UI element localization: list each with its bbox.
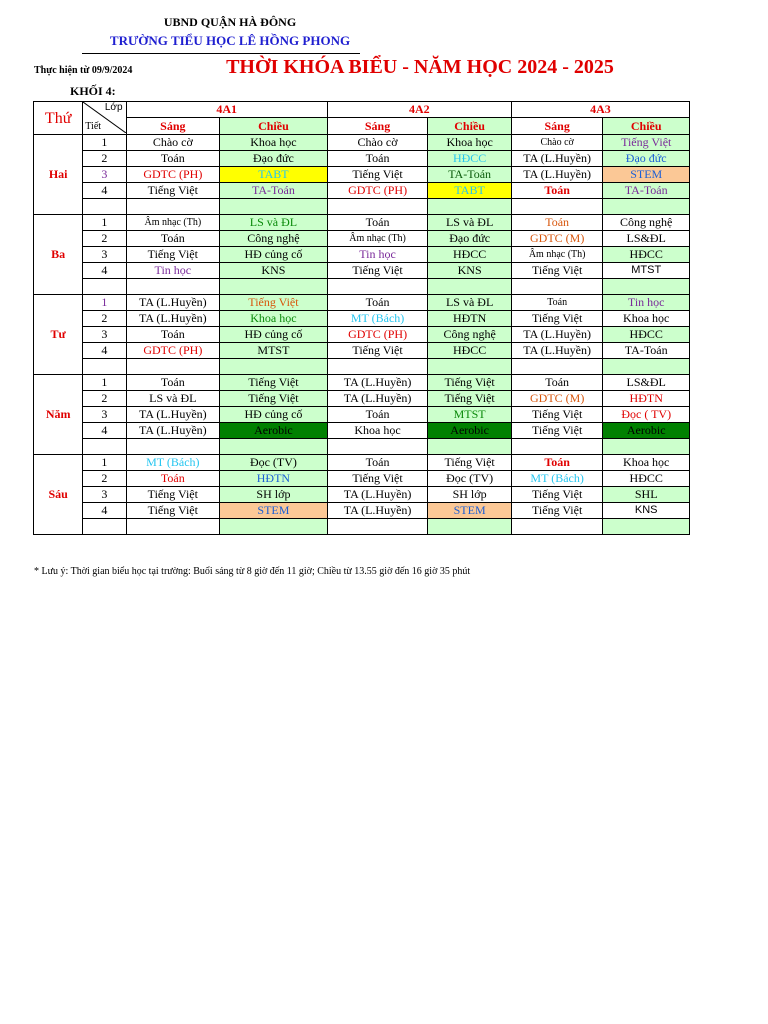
period-number: 1 (83, 375, 126, 391)
blank-cell (603, 199, 690, 215)
table-row (34, 407, 690, 423)
subject-cell: GDTC (PH) (126, 343, 220, 359)
blank-cell (220, 359, 328, 375)
subject-cell: HĐCC (603, 247, 690, 263)
blank-cell (126, 519, 220, 535)
subject-cell: HĐTN (428, 311, 512, 327)
blank-cell (126, 359, 220, 375)
subject-cell: HĐCC (603, 471, 690, 487)
subject-cell: TA-Toán (428, 167, 512, 183)
subject-cell: LS và ĐL (428, 295, 512, 311)
session-header-afternoon: Chiều (220, 118, 328, 135)
period-number: 1 (83, 295, 126, 311)
subject-cell: KNS (428, 263, 512, 279)
blank-cell (83, 359, 126, 375)
subject-cell: Tiếng Việt (428, 391, 512, 407)
blank-cell (603, 439, 690, 455)
subject-cell: Toán (511, 183, 603, 199)
blank-cell (511, 439, 603, 455)
table-row (34, 263, 690, 279)
header-divider (82, 53, 360, 54)
subject-cell: TA (L.Huyền) (511, 327, 603, 343)
subject-cell: Tiếng Việt (126, 247, 220, 263)
blank-cell (327, 439, 428, 455)
blank-cell (511, 279, 603, 295)
blank-cell (428, 439, 512, 455)
table-row (34, 391, 690, 407)
subject-cell: TA (L.Huyền) (327, 375, 428, 391)
day-name: Tư (34, 295, 83, 375)
subject-cell: MT (Bách) (327, 311, 428, 327)
subject-cell: Tiếng Việt (327, 343, 428, 359)
subject-cell: Toán (327, 215, 428, 231)
subject-cell: MT (Bách) (126, 455, 220, 471)
subject-cell: HĐTN (603, 391, 690, 407)
table-row (34, 487, 690, 503)
subject-cell: Toán (126, 375, 220, 391)
subject-cell: Tiếng Việt (511, 503, 603, 519)
blank-cell (428, 519, 512, 535)
subject-cell: Tiếng Việt (220, 375, 328, 391)
table-row (34, 423, 690, 439)
separator-row (34, 199, 690, 215)
table-row (34, 455, 690, 471)
school-name: TRƯỜNG TIỂU HỌC LÊ HỒNG PHONG (109, 33, 351, 48)
subject-cell: Toán (126, 151, 220, 167)
blank-cell (220, 519, 328, 535)
subject-cell: Công nghệ (428, 327, 512, 343)
subject-cell: TA (L.Huyền) (126, 295, 220, 311)
subject-cell: Khoa học (220, 135, 328, 151)
table-row (34, 215, 690, 231)
subject-cell: MTST (428, 407, 512, 423)
blank-cell (327, 199, 428, 215)
subject-cell: GDTC (PH) (327, 327, 428, 343)
blank-cell (83, 519, 126, 535)
subject-cell: Tiếng Việt (126, 487, 220, 503)
subject-cell: Tin học (327, 247, 428, 263)
subject-cell: TA (L.Huyền) (511, 167, 603, 183)
separator-row (34, 279, 690, 295)
class-header-4a2: 4A2 (327, 102, 511, 118)
subject-cell: Toán (511, 455, 603, 471)
subject-cell: Khoa học (220, 311, 328, 327)
subject-cell: SH lớp (428, 487, 512, 503)
subject-cell: Đọc (TV) (220, 455, 328, 471)
subject-cell: Đọc ( TV) (603, 407, 690, 423)
session-header-morning: Sáng (126, 118, 220, 135)
subject-cell: MTST (603, 263, 690, 279)
blank-cell (327, 279, 428, 295)
subject-cell: TA (L.Huyền) (126, 423, 220, 439)
table-row (34, 503, 690, 519)
subject-cell: TABT (428, 183, 512, 199)
subject-cell: Tin học (603, 295, 690, 311)
subject-cell: TA-Toán (220, 183, 328, 199)
subject-cell: TA (L.Huyền) (327, 503, 428, 519)
subject-cell: Đạo đức (428, 231, 512, 247)
subject-cell: Tin học (126, 263, 220, 279)
period-number: 3 (83, 407, 126, 423)
day-name: Ba (34, 215, 83, 295)
subject-cell: Aerobic (603, 423, 690, 439)
subject-cell: Toán (327, 407, 428, 423)
subject-cell: HĐCC (603, 327, 690, 343)
corner-header (83, 102, 126, 135)
blank-cell (220, 279, 328, 295)
class-axis-label: Lớp (104, 102, 123, 113)
subject-cell: HĐCC (428, 247, 512, 263)
subject-cell: Âm nhạc (Th) (126, 215, 220, 231)
subject-cell: Khoa học (428, 135, 512, 151)
blank-cell (83, 439, 126, 455)
page-title: THỜI KHÓA BIỂU - NĂM HỌC 2024 - 2025 (226, 56, 614, 78)
period-number: 3 (83, 247, 126, 263)
subject-cell: Khoa học (603, 311, 690, 327)
subject-cell: HĐ củng cố (220, 407, 328, 423)
subject-cell: HĐCC (428, 151, 512, 167)
subject-cell: STEM (603, 167, 690, 183)
subject-cell: Đạo đức (220, 151, 328, 167)
blank-cell (428, 279, 512, 295)
subject-cell: SH lớp (220, 487, 328, 503)
subject-cell: TA (L.Huyền) (327, 487, 428, 503)
subject-cell: TA (L.Huyền) (327, 391, 428, 407)
subject-cell: Công nghệ (220, 231, 328, 247)
period-number: 3 (83, 327, 126, 343)
day-name: Hai (34, 135, 83, 215)
table-row (34, 471, 690, 487)
grade-label: KHỐI 4: (70, 84, 116, 98)
subject-cell: TA (L.Huyền) (126, 311, 220, 327)
subject-cell: LS&ĐL (603, 375, 690, 391)
subject-cell: TA (L.Huyền) (511, 151, 603, 167)
blank-cell (126, 439, 220, 455)
subject-cell: MTST (220, 343, 328, 359)
subject-cell: Chào cờ (126, 135, 220, 151)
blank-cell (327, 359, 428, 375)
subject-cell: Chào cờ (511, 135, 603, 151)
table-row (34, 375, 690, 391)
subject-cell: Tiếng Việt (327, 263, 428, 279)
subject-cell: Aerobic (220, 423, 328, 439)
subject-cell: TA (L.Huyền) (511, 343, 603, 359)
subject-cell: Tiếng Việt (327, 471, 428, 487)
subject-cell: Âm nhạc (Th) (511, 247, 603, 263)
separator-row (34, 519, 690, 535)
subject-cell: Toán (511, 375, 603, 391)
day-name: Sáu (34, 455, 83, 535)
subject-cell: Tiếng Việt (220, 391, 328, 407)
subject-cell: LS&ĐL (603, 231, 690, 247)
subject-cell: Toán (126, 471, 220, 487)
class-header-4a3: 4A3 (511, 102, 689, 118)
subject-cell: HĐCC (428, 343, 512, 359)
table-row (34, 343, 690, 359)
blank-cell (220, 439, 328, 455)
period-number: 2 (83, 311, 126, 327)
table-row (34, 327, 690, 343)
table-row (34, 183, 690, 199)
subject-cell: Tiếng Việt (327, 167, 428, 183)
subject-cell: GDTC (M) (511, 231, 603, 247)
table-row (34, 311, 690, 327)
subject-cell: Tiếng Việt (126, 503, 220, 519)
blank-cell (83, 279, 126, 295)
period-number: 4 (83, 503, 126, 519)
subject-cell: GDTC (M) (511, 391, 603, 407)
subject-cell: TA-Toán (603, 183, 690, 199)
subject-cell: KNS (603, 503, 690, 519)
blank-cell (126, 199, 220, 215)
session-header-morning: Sáng (511, 118, 603, 135)
table-row (34, 151, 690, 167)
footnote: * Lưu ý: Thời gian biểu học tại trường: Buổi sáng từ 8 giờ đến 11 giờ; Chiều từ 13.55 giờ đến 16 giờ 35 phút (34, 566, 471, 577)
subject-cell: Toán (511, 295, 603, 311)
subject-cell: TA-Toán (603, 343, 690, 359)
subject-cell: Toán (327, 295, 428, 311)
blank-cell (511, 199, 603, 215)
blank-cell (428, 199, 512, 215)
subject-cell: SHL (603, 487, 690, 503)
separator-row (34, 439, 690, 455)
blank-cell (511, 519, 603, 535)
effective-date: Thực hiện từ 09/9/2024 (34, 65, 133, 76)
blank-cell (603, 359, 690, 375)
subject-cell: Âm nhạc (Th) (327, 231, 428, 247)
table-row (34, 167, 690, 183)
period-number: 2 (83, 471, 126, 487)
subject-cell: Toán (327, 151, 428, 167)
day-name: Năm (34, 375, 83, 455)
subject-cell: Tiếng Việt (428, 375, 512, 391)
subject-cell: Toán (511, 215, 603, 231)
period-number: 3 (83, 487, 126, 503)
subject-cell: LS và ĐL (220, 215, 328, 231)
subject-cell: Tiếng Việt (511, 423, 603, 439)
subject-cell: Tiếng Việt (511, 311, 603, 327)
subject-cell: HĐ củng cố (220, 327, 328, 343)
subject-cell: GDTC (PH) (327, 183, 428, 199)
subject-cell: STEM (220, 503, 328, 519)
blank-cell (511, 359, 603, 375)
subject-cell: TABT (220, 167, 328, 183)
period-number: 1 (83, 215, 126, 231)
period-number: 1 (83, 455, 126, 471)
period-number: 2 (83, 151, 126, 167)
class-header-4a1: 4A1 (126, 102, 327, 118)
period-number: 4 (83, 423, 126, 439)
period-number: 2 (83, 231, 126, 247)
period-number: 4 (83, 183, 126, 199)
subject-cell: Tiếng Việt (126, 183, 220, 199)
table-row (34, 295, 690, 311)
blank-cell (126, 279, 220, 295)
subject-cell: Tiếng Việt (511, 407, 603, 423)
blank-cell (83, 199, 126, 215)
period-number: 2 (83, 391, 126, 407)
blank-cell (327, 519, 428, 535)
subject-cell: LS và ĐL (428, 215, 512, 231)
blank-cell (603, 279, 690, 295)
subject-cell: HĐTN (220, 471, 328, 487)
timetable (33, 101, 690, 535)
subject-cell: STEM (428, 503, 512, 519)
period-number: 3 (83, 167, 126, 183)
period-number: 1 (83, 135, 126, 151)
subject-cell: Đọc (TV) (428, 471, 512, 487)
period-axis-label: Tiết (85, 121, 102, 132)
subject-cell: Toán (327, 455, 428, 471)
day-column-header: Thứ (34, 102, 83, 135)
subject-cell: Chào cờ (327, 135, 428, 151)
subject-cell: LS và ĐL (126, 391, 220, 407)
table-row (34, 231, 690, 247)
subject-cell: Đạo đức (603, 151, 690, 167)
subject-cell: GDTC (PH) (126, 167, 220, 183)
subject-cell: Tiếng Việt (511, 487, 603, 503)
table-row (34, 247, 690, 263)
session-header-afternoon: Chiều (428, 118, 512, 135)
subject-cell: Tiếng Việt (511, 263, 603, 279)
subject-cell: Toán (126, 231, 220, 247)
subject-cell: Khoa học (327, 423, 428, 439)
blank-cell (428, 359, 512, 375)
session-header-afternoon: Chiều (603, 118, 690, 135)
subject-cell: Tiếng Việt (428, 455, 512, 471)
organization-name: UBND QUẬN HÀ ĐÔNG (163, 15, 297, 29)
blank-cell (603, 519, 690, 535)
subject-cell: Tiếng Việt (220, 295, 328, 311)
subject-cell: Toán (126, 327, 220, 343)
subject-cell: Tiếng Việt (603, 135, 690, 151)
subject-cell: HĐ củng cố (220, 247, 328, 263)
separator-row (34, 359, 690, 375)
period-number: 4 (83, 263, 126, 279)
subject-cell: MT (Bách) (511, 471, 603, 487)
session-header-morning: Sáng (327, 118, 428, 135)
blank-cell (220, 199, 328, 215)
subject-cell: Aerobic (428, 423, 512, 439)
subject-cell: Công nghệ (603, 215, 690, 231)
subject-cell: Khoa học (603, 455, 690, 471)
subject-cell: KNS (220, 263, 328, 279)
period-number: 4 (83, 343, 126, 359)
subject-cell: TA (L.Huyền) (126, 407, 220, 423)
table-row (34, 135, 690, 151)
